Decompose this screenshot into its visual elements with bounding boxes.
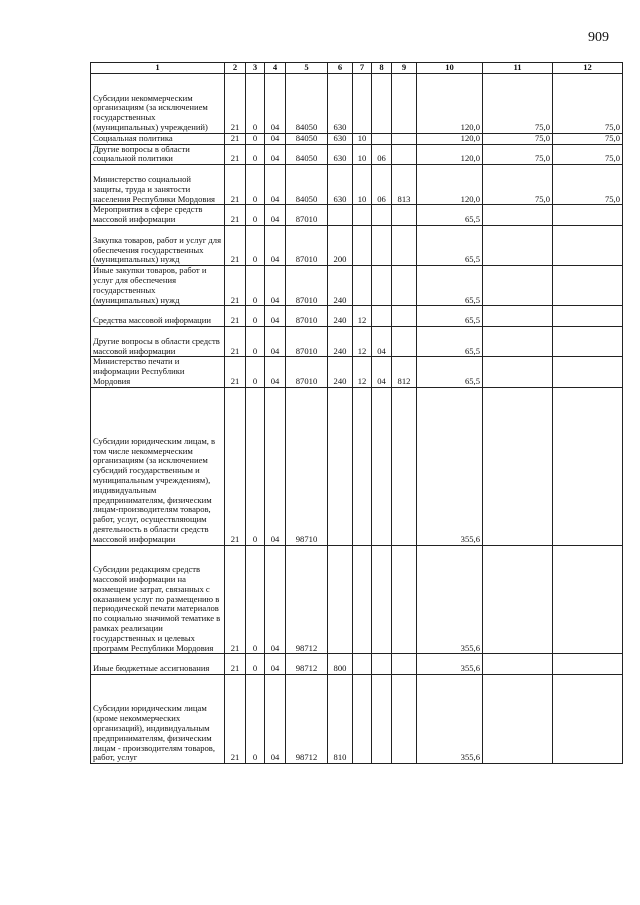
cell-c2: 21 [225,165,246,205]
cell-c4: 04 [265,144,286,165]
cell-c6: 630 [328,74,353,134]
cell-c11 [483,306,553,327]
cell-c2: 21 [225,357,246,387]
cell-c11 [483,357,553,387]
cell-c4: 04 [265,165,286,205]
cell-c12 [553,387,623,545]
cell-c2: 21 [225,326,246,356]
cell-c12 [553,357,623,387]
cell-c7: 12 [353,357,372,387]
cell-c8 [372,387,392,545]
cell-c2: 21 [225,387,246,545]
cell-c10: 355,6 [417,674,483,763]
column-header-8: 8 [372,63,392,74]
table-row [91,225,623,265]
cell-c11 [483,387,553,545]
cell-c9 [392,133,417,144]
cell-c4: 04 [265,266,286,306]
cell-c3: 0 [246,266,265,306]
cell-c4: 04 [265,205,286,226]
cell-c7: 12 [353,326,372,356]
cell-c6: 200 [328,225,353,265]
cell-c5: 98712 [286,674,328,763]
row-name-cell: Субсидии юридическим лицам (кроме некоммерческих организаций), индивидуальным предпринимателям, физическим лицам - производителям товаров, работ, услуг [91,674,225,763]
cell-c11 [483,225,553,265]
cell-c5: 87010 [286,266,328,306]
table-row [91,144,623,165]
cell-c11 [483,654,553,675]
cell-c3: 0 [246,74,265,134]
row-name-cell: Субсидии некоммерческим организациям (за исключением государственных (муниципальных) учреждений) [91,74,225,134]
cell-c9: 813 [392,165,417,205]
row-name-cell: Другие вопросы в области социальной политики [91,144,225,165]
cell-c3: 0 [246,306,265,327]
cell-c9 [392,225,417,265]
column-header-12: 12 [553,63,623,74]
cell-c3: 0 [246,133,265,144]
cell-c2: 21 [225,674,246,763]
column-header-7: 7 [353,63,372,74]
row-name-cell: Министерство печати и информации Республики Мордовия [91,357,225,387]
cell-c2: 21 [225,306,246,327]
table-body [91,74,623,764]
cell-c9 [392,326,417,356]
cell-c6: 240 [328,357,353,387]
cell-c7 [353,225,372,265]
table-row [91,357,623,387]
row-name-cell: Министерство социальной защиты, труда и занятости населения Республики Мордовия [91,165,225,205]
cell-c8: 06 [372,144,392,165]
cell-c2: 21 [225,74,246,134]
cell-c6: 240 [328,326,353,356]
cell-c5: 98712 [286,654,328,675]
cell-c7: 10 [353,165,372,205]
cell-c2: 21 [225,225,246,265]
cell-c3: 0 [246,387,265,545]
cell-c3: 0 [246,326,265,356]
row-name-cell: Мероприятия в сфере средств массовой информации [91,205,225,226]
cell-c10: 65,5 [417,266,483,306]
cell-c10: 120,0 [417,144,483,165]
cell-c11 [483,545,553,654]
cell-c6: 800 [328,654,353,675]
cell-c6: 630 [328,133,353,144]
cell-c9 [392,144,417,165]
cell-c4: 04 [265,654,286,675]
column-header-2: 2 [225,63,246,74]
budget-table [90,62,623,764]
cell-c12 [553,326,623,356]
cell-c2: 21 [225,133,246,144]
column-header-11: 11 [483,63,553,74]
cell-c8 [372,205,392,226]
cell-c10: 65,5 [417,306,483,327]
row-name-cell: Субсидии редакциям средств массовой информации на возмещение затрат, связанных с оказанием услуг по размещению в периодической печати материалов по социально значимой тематике в рамках реализации государственных и целевых программ Республики Мордовия [91,545,225,654]
cell-c8 [372,654,392,675]
cell-c4: 04 [265,674,286,763]
cell-c7 [353,654,372,675]
cell-c5: 87010 [286,205,328,226]
cell-c9 [392,387,417,545]
cell-c3: 0 [246,654,265,675]
cell-c10: 355,6 [417,654,483,675]
row-name-cell: Иные закупки товаров, работ и услуг для обеспечения государственных (муниципальных) нужд [91,266,225,306]
cell-c6: 240 [328,266,353,306]
cell-c5: 84050 [286,74,328,134]
row-name-cell: Социальная политика [91,133,225,144]
column-header-6: 6 [328,63,353,74]
row-name-cell: Средства массовой информации [91,306,225,327]
column-header-3: 3 [246,63,265,74]
cell-c4: 04 [265,306,286,327]
cell-c12 [553,306,623,327]
cell-c10: 120,0 [417,74,483,134]
cell-c4: 04 [265,133,286,144]
cell-c6: 630 [328,165,353,205]
cell-c12: 75,0 [553,74,623,134]
cell-c11: 75,0 [483,74,553,134]
cell-c6: 810 [328,674,353,763]
cell-c7 [353,74,372,134]
cell-c6 [328,387,353,545]
cell-c4: 04 [265,357,286,387]
cell-c3: 0 [246,674,265,763]
row-name-cell: Субсидии юридическим лицам, в том числе некоммерческим организациям (за исключением субсидий государственным и муниципальным учреждениям), индивидуальным предпринимателям, физическим лицам-производителям товаров, работ, услуг, осуществляющим деятельность в области средств массовой информации [91,387,225,545]
cell-c8: 04 [372,357,392,387]
cell-c9 [392,266,417,306]
page-number: 909 [588,30,609,45]
cell-c3: 0 [246,357,265,387]
cell-c3: 0 [246,225,265,265]
cell-c4: 04 [265,326,286,356]
cell-c12: 75,0 [553,165,623,205]
cell-c6 [328,205,353,226]
cell-c3: 0 [246,545,265,654]
cell-c8 [372,133,392,144]
cell-c10: 65,5 [417,357,483,387]
cell-c4: 04 [265,545,286,654]
cell-c12: 75,0 [553,133,623,144]
cell-c5: 84050 [286,165,328,205]
table-row [91,266,623,306]
cell-c7 [353,266,372,306]
cell-c9 [392,205,417,226]
cell-c4: 04 [265,74,286,134]
column-header-5: 5 [286,63,328,74]
table-row [91,205,623,226]
cell-c6: 630 [328,144,353,165]
cell-c3: 0 [246,144,265,165]
cell-c10: 355,6 [417,545,483,654]
cell-c11: 75,0 [483,165,553,205]
cell-c9: 812 [392,357,417,387]
cell-c5: 87010 [286,326,328,356]
cell-c12 [553,654,623,675]
cell-c7 [353,205,372,226]
cell-c10: 65,5 [417,205,483,226]
cell-c5: 98712 [286,545,328,654]
cell-c5: 87010 [286,306,328,327]
cell-c7 [353,545,372,654]
table-row [91,674,623,763]
cell-c7: 10 [353,144,372,165]
cell-c5: 98710 [286,387,328,545]
cell-c3: 0 [246,205,265,226]
cell-c9 [392,674,417,763]
cell-c5: 87010 [286,225,328,265]
cell-c12 [553,225,623,265]
cell-c2: 21 [225,144,246,165]
cell-c11 [483,205,553,226]
cell-c9 [392,654,417,675]
cell-c6: 240 [328,306,353,327]
cell-c12 [553,266,623,306]
cell-c4: 04 [265,225,286,265]
row-name-cell: Закупка товаров, работ и услуг для обеспечения государственных (муниципальных) нужд [91,225,225,265]
cell-c3: 0 [246,165,265,205]
table-row [91,654,623,675]
cell-c12 [553,545,623,654]
table-row [91,306,623,327]
cell-c11 [483,266,553,306]
table-row [91,165,623,205]
cell-c7 [353,387,372,545]
table-header-row [91,63,623,74]
row-name-cell: Иные бюджетные ассигнования [91,654,225,675]
cell-c10: 120,0 [417,133,483,144]
cell-c5: 84050 [286,144,328,165]
cell-c10: 355,6 [417,387,483,545]
cell-c10: 120,0 [417,165,483,205]
table-row [91,74,623,134]
cell-c8 [372,74,392,134]
cell-c8 [372,674,392,763]
cell-c8 [372,266,392,306]
cell-c7: 12 [353,306,372,327]
column-header-10: 10 [417,63,483,74]
column-header-9: 9 [392,63,417,74]
cell-c2: 21 [225,266,246,306]
table-row [91,545,623,654]
row-name-cell: Другие вопросы в области средств массовой информации [91,326,225,356]
table-row [91,387,623,545]
cell-c9 [392,545,417,654]
cell-c8: 04 [372,326,392,356]
cell-c2: 21 [225,545,246,654]
column-header-1: 1 [91,63,225,74]
column-header-4: 4 [265,63,286,74]
cell-c11: 75,0 [483,133,553,144]
cell-c5: 87010 [286,357,328,387]
cell-c9 [392,74,417,134]
cell-c8 [372,225,392,265]
cell-c10: 65,5 [417,225,483,265]
cell-c2: 21 [225,205,246,226]
cell-c5: 84050 [286,133,328,144]
cell-c12: 75,0 [553,144,623,165]
cell-c12 [553,205,623,226]
cell-c6 [328,545,353,654]
cell-c8 [372,306,392,327]
cell-c12 [553,674,623,763]
cell-c8 [372,545,392,654]
cell-c10: 65,5 [417,326,483,356]
cell-c7: 10 [353,133,372,144]
table-row [91,133,623,144]
cell-c8: 06 [372,165,392,205]
cell-c11: 75,0 [483,144,553,165]
table-row [91,326,623,356]
cell-c7 [353,674,372,763]
cell-c2: 21 [225,654,246,675]
cell-c4: 04 [265,387,286,545]
cell-c11 [483,674,553,763]
cell-c9 [392,306,417,327]
cell-c11 [483,326,553,356]
